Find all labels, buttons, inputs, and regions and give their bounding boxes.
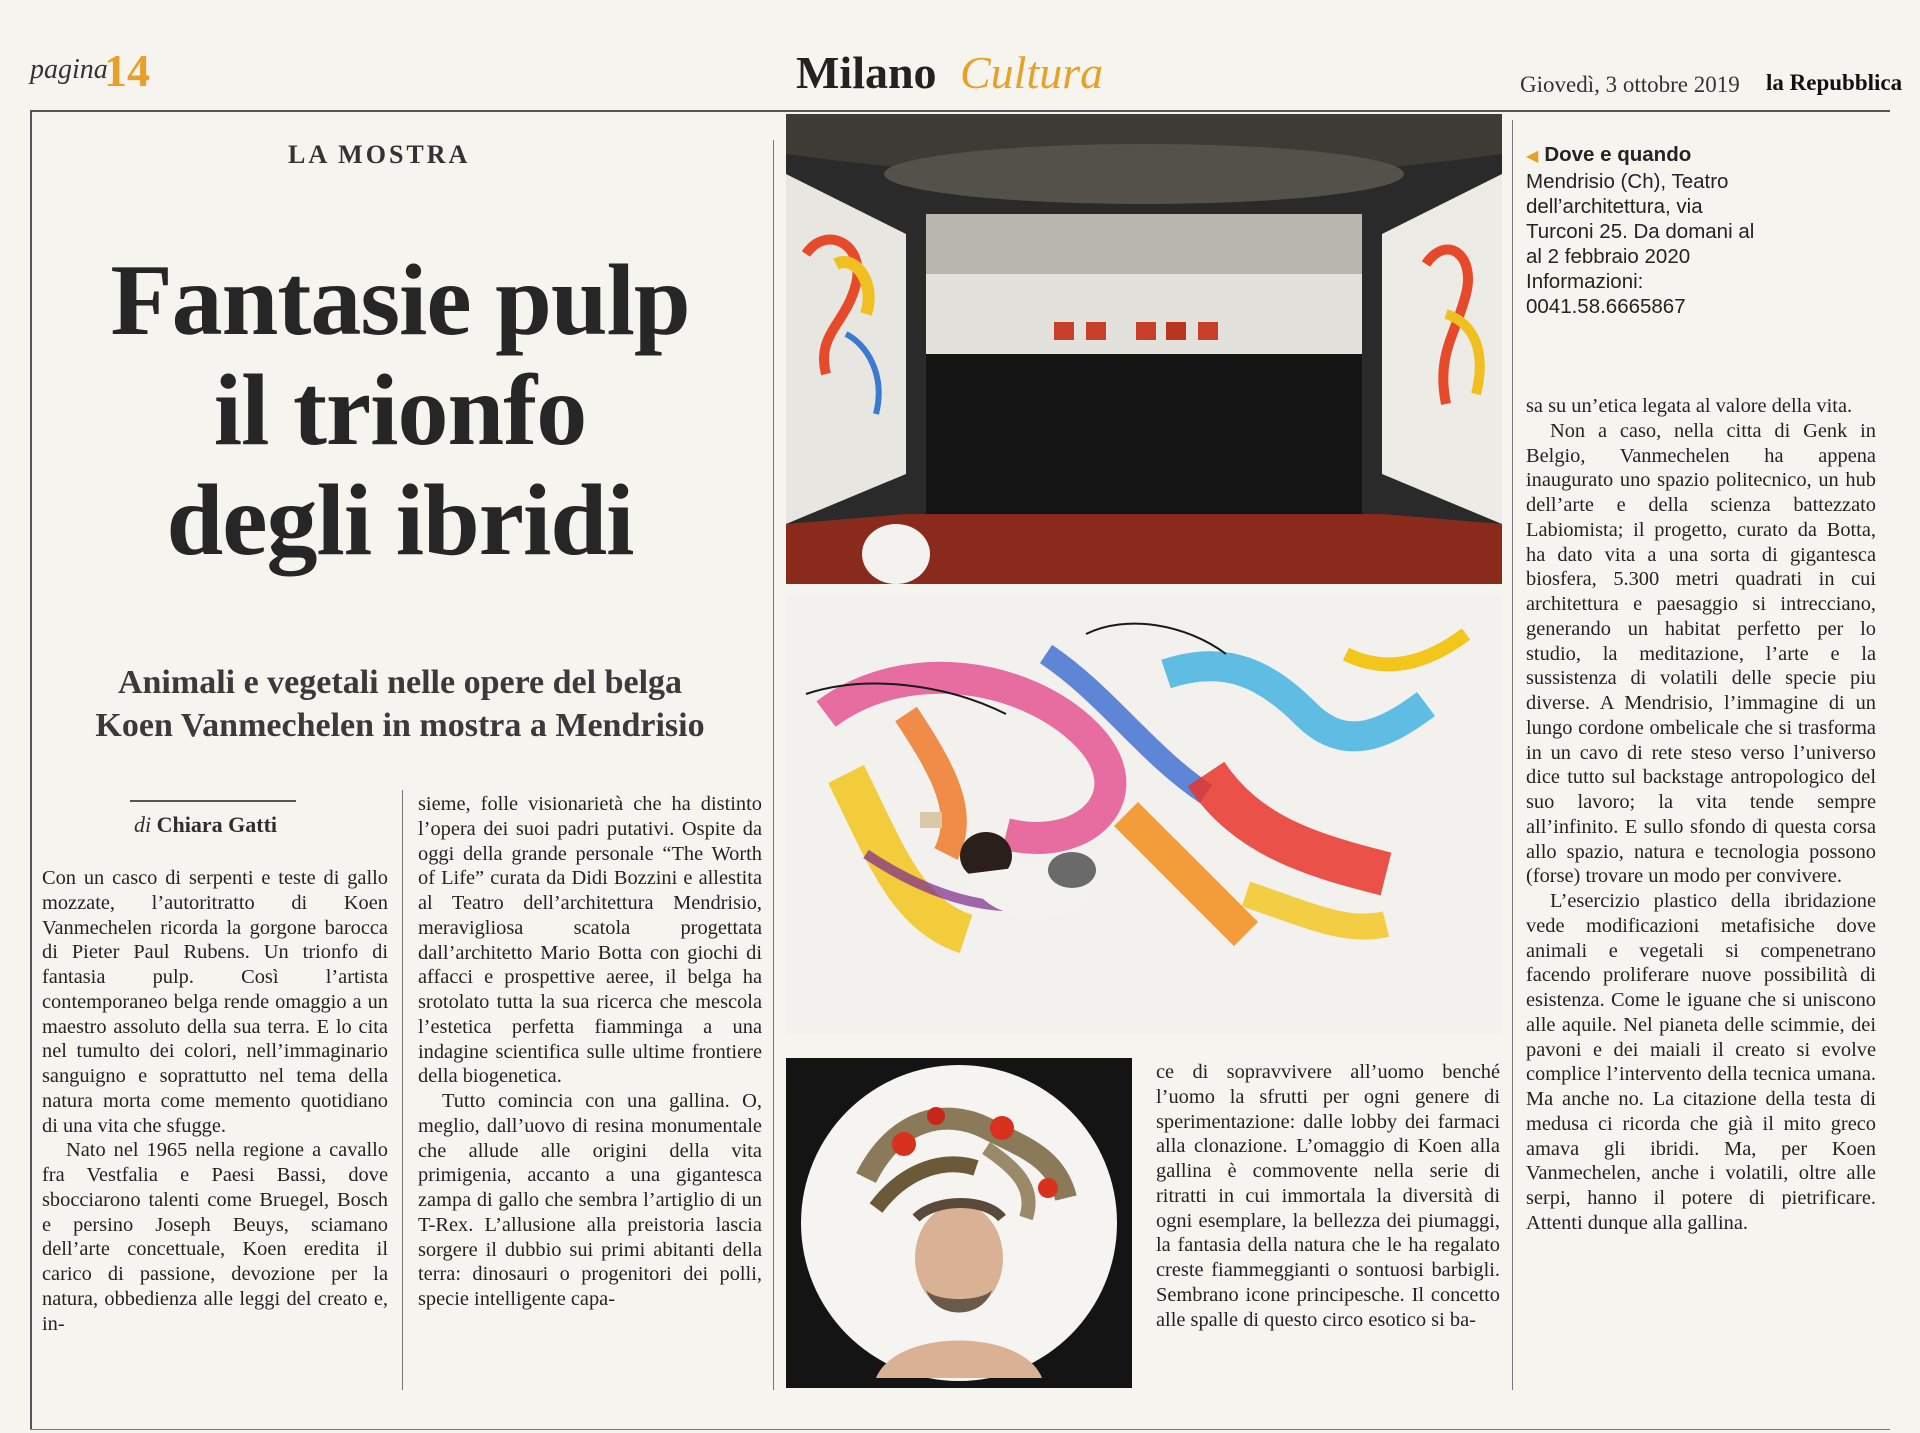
info-line: Mendrisio (Ch), Teatro <box>1526 170 1729 193</box>
exhibition-hall-photo <box>786 114 1502 584</box>
subheadline-line: Koen Vanmechelen in mostra a Mendrisio <box>95 706 705 744</box>
top-divider <box>30 110 1890 112</box>
info-line: Turconi 25. Da domani al <box>1526 220 1755 243</box>
paragraph: L’esercizio plastico della ibridazione vede modificazioni metafisiche dove animali e vegetali si compenetrano facendo proliferare nuove possibilità di esistenza. Come le iguane che si uniscono alle aquile. Nel pianeta delle scimmie, dei pavoni e dei maiali il creato si evolve complice l’intervento della tecnica umana. Ma anche no. La citazione della testa di medusa ci ricorda che già il mito greco amava gli ibridi. Ma, per Koen Vanmechelen, anche i volatili, oltre alle serpi, hanno il potere di pietrificare. Attenti dunque alla gallina. <box>1526 890 1876 1234</box>
section-subtitle: Cultura <box>960 47 1104 98</box>
newspaper-logo: la Repubblica <box>1766 70 1903 95</box>
triangle-left-icon: ◀ <box>1526 148 1539 165</box>
section-title: Milano <box>796 47 937 98</box>
byline-prefix: di <box>134 812 152 837</box>
article-column-1 <box>42 866 388 1336</box>
info-box <box>1526 142 1866 319</box>
paragraph: sieme, folle visionarietà che ha distinto l’opera dei suoi padri putativi. Ospite da oggi della grande personale “The Worth of Life” curata da Didi Bozzini e allestita al Teatro dell’architettura Mendrisio, meravigliosa scatola progettata dall’architetto Mario Botta con giochi di affacci e prospettive aeree, il belga ha srotolato tutta la sua ricerca che mescola l’estetica perfetta fiamminga a una indagine scientifica sulle ultime frontiere della biogenetica. <box>418 793 762 1088</box>
info-line: al 2 febbraio 2020 <box>1526 245 1691 268</box>
headline <box>40 246 760 576</box>
article-column-2 <box>418 792 762 1312</box>
artist-painting-photo <box>786 594 1502 1034</box>
paragraph: Nato nel 1965 nella regione a cavallo fra Vestfalia e Paesi Bassi, dove sbocciarono talenti come Bruegel, Bosch e persino Joseph Beuys, sciamano dell’arte concettuale, Koen eredita il carico di passione, devozione per la natura, obbedienza alle leggi del creato e, in- <box>42 1139 388 1335</box>
paragraph: sa su un’etica legata al valore della vita. <box>1526 395 1853 417</box>
bottom-divider <box>30 1429 1890 1430</box>
column-divider <box>1512 120 1513 1390</box>
column-divider <box>402 790 403 1390</box>
column-divider <box>773 140 774 1390</box>
byline-author: Chiara Gatti <box>156 812 278 837</box>
info-box-title-row <box>1526 142 1866 169</box>
article-column-3 <box>1156 1060 1500 1332</box>
self-portrait-photo <box>786 1058 1132 1388</box>
info-line: Informazioni: <box>1526 270 1644 293</box>
paragraph: Tutto comincia con una gallina. O, meglio, dall’uovo di resina monumentale che allude alle origini della vita primigenia, accanto a una gigantesca zampa di gallo che sembra l’artiglio di un T-Rex. L’allusione alla preistoria lascia sorgere il dubbio sui primi abitanti della terra: dinosauri o progenitori dei polli, specie intelligente capa- <box>418 1090 762 1310</box>
headline-line: Fantasie pulp <box>110 244 690 357</box>
left-border <box>30 110 32 1430</box>
subheadline <box>60 662 740 748</box>
subheadline-line: Animali e vegetali nelle opere del belga <box>117 664 683 701</box>
article-column-4 <box>1526 394 1876 1236</box>
page-number: 14 <box>104 45 150 96</box>
kicker: LA MOSTRA <box>288 140 471 169</box>
paragraph: Non a caso, nella citta di Genk in Belgio, Vanmechelen ha appena inaugurato uno spazio politecnico, un hub dell’arte e della scienza battezzato Labiomista; il progetto, curato da Botta, ha dato vita a una sorta di gigantesca biosfera, 5.300 metri quadrati in cui architettura e paesaggio si intrecciano, generando un habitat perfetto per lo studio, la meditazione, l’arte e la sussistenza di volatili delle specie piu diverse. A Mendrisio, l’immagine di un lungo cordone ombelicale che si trasforma in un cavo di rete steso verso l’universo dice tutto sul backstage antropologico del suo lavoro; la vita tende sempre all’infinito. E sullo sfondo di questa corsa allo spazio, natura e tecnologia possono (forse) trovare un modo per convivere. <box>1526 419 1876 888</box>
info-box-title: Dove e quando <box>1544 143 1692 166</box>
info-line: 0041.58.6665867 <box>1526 295 1686 318</box>
paragraph: ce di sopravvivere all’uomo benché l’uomo la sfrutti per ogni genere di sperimentazione: dalle lobby dei farmaci alla clonazione. L’omaggio di Koen alla gallina è commovente nella serie di ritratti in cui immortala la diversità di ogni esemplare, la bellezza dei piumaggi, la fantasia della natura che le ha regalato creste fiammeggianti o sontuosi barbigli. Sembrano icone principesche. Il concetto alle spalle di questo circo esotico si ba- <box>1156 1061 1500 1331</box>
headline-line: degli ibridi <box>166 464 634 578</box>
issue-date: Giovedì, 3 ottobre 2019 <box>1520 72 1740 97</box>
info-line: dell’architettura, via <box>1526 195 1703 218</box>
headline-line: il trionfo <box>213 354 587 468</box>
page-label: pagina <box>30 54 108 85</box>
byline-divider <box>130 800 296 802</box>
paragraph: Con un casco di serpenti e teste di gallo mozzate, l’autoritratto di Koen Vanmechelen ricorda la gorgone barocca di Pieter Paul Rubens. Un trionfo di fantasia pulp. Così l’artista contemporaneo belga rende omaggio a un maestro assoluto della sua terra. E lo cita nel tumulto dei colori, nell’immaginario sanguigno e soprattutto nel tema della natura morta come memento quotidiano di una vita che sfugge. <box>42 867 388 1137</box>
byline <box>134 812 277 838</box>
